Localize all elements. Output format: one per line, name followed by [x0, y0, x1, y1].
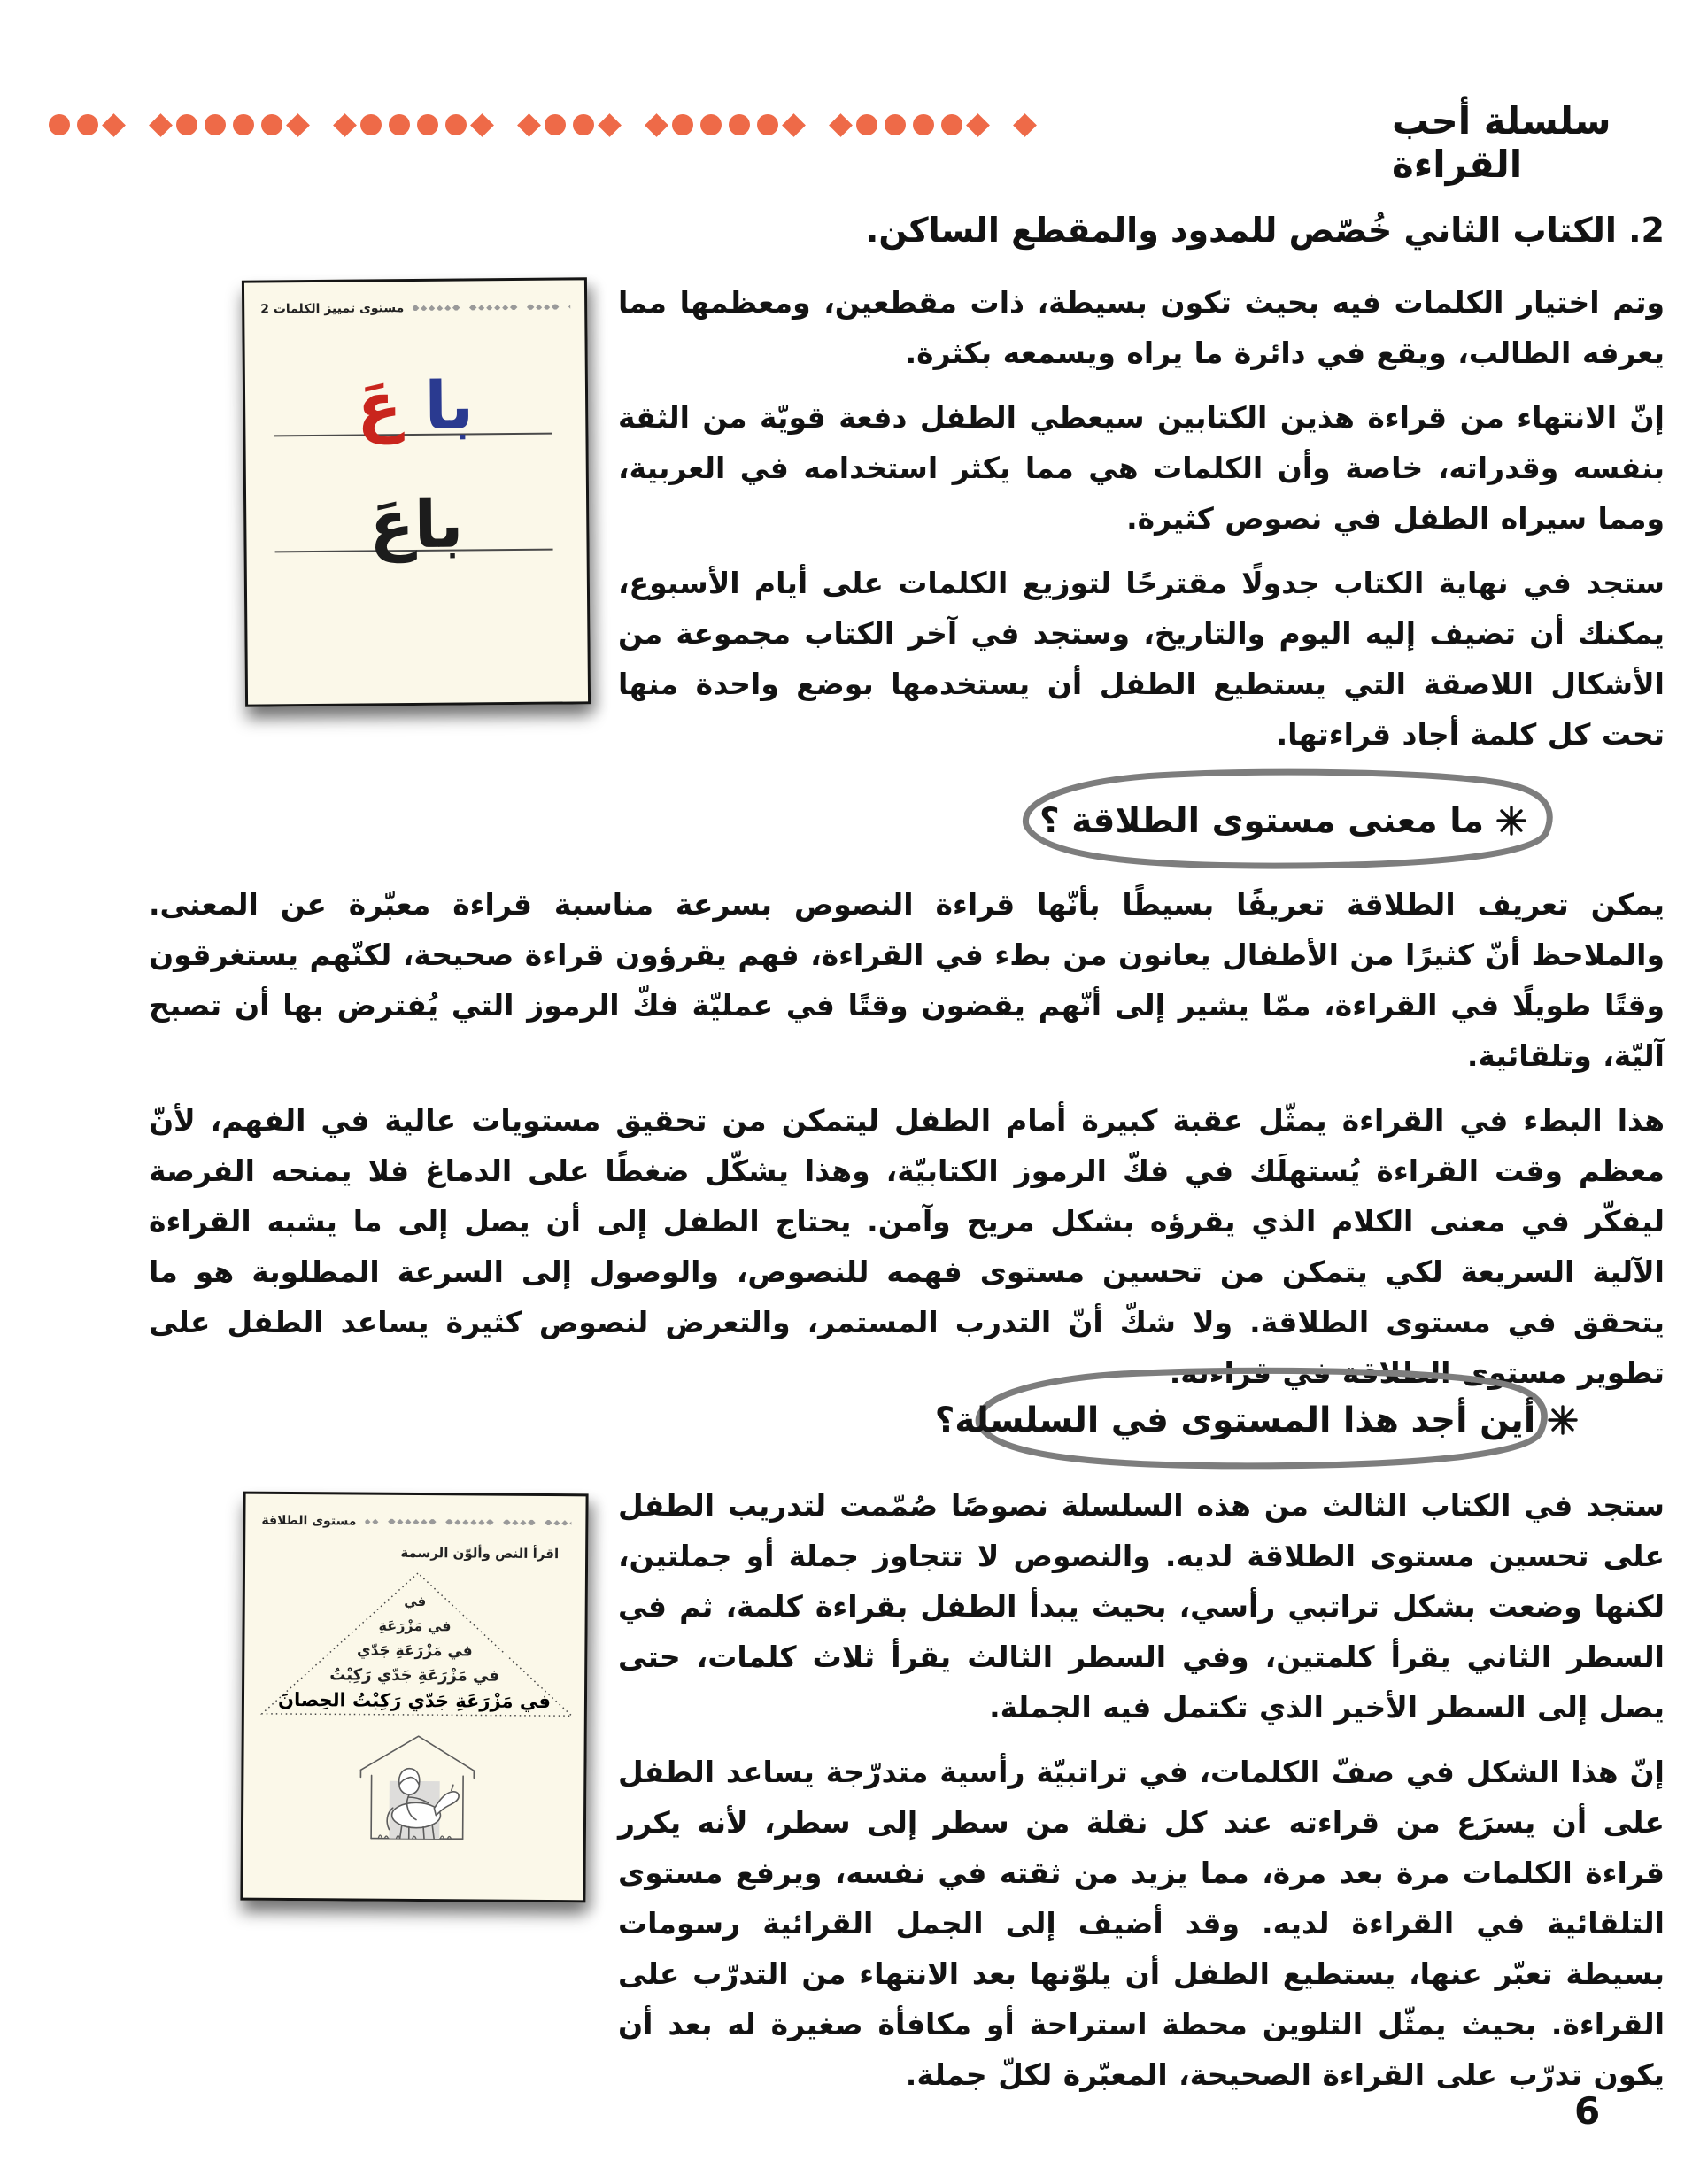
diamond-icon [545, 1519, 552, 1525]
dot-icon [494, 305, 500, 311]
diamond-icon [503, 1519, 510, 1526]
diamond-icon [552, 304, 559, 310]
dot-icon [462, 1519, 468, 1525]
figure2-instruction: اقرأ النص وألوّن الرسمة [400, 1544, 560, 1563]
dot-icon [470, 1519, 476, 1525]
dot-icon [569, 1520, 571, 1526]
dot-icon [445, 114, 467, 135]
paragraph: هذا البطء في القراءة يمثّل عقبة كبيرة أمام الطفل ليتمكن من تحقيق مستويات عالية في الفهم، لأنّ معظم وقت القراءة يُستهلَك في فكّ الرموز الكتابيّة، وهذا يشكّل ضغطًا على الدماغ فلا يمنحه الفرصة ليفكّر في معنى الكلام الذي يقرؤه بشكل مريح وآمن. يحتاج الطفل إلى أن يصل إلى ما يشبه القراءة الآلية السريعة لكي يتمكن من تحسين مستوى فهمه للنصوص، والوصول إلى السرعة المطلوبة هو ما يتحقق في مستوى الطلاقة. ولا شكّ أنّ التدرب المستمر، والتعرض لنصوص كثيرة يساعد الطفل على تطوير مستوى الطلاقة في قراءته. [149, 1103, 1665, 1390]
section-book3-description [618, 1480, 1665, 2114]
paragraph: ستجد في نهاية الكتاب جدولًا مقترحًا لتوزيع الكلمات على أيام الأسبوع، يمكنك أن تضيف إليه اليوم والتاريخ، وستجد في آخر الكتاب مجموعة من الأشكال اللاصقة التي يستطيع الطفل أن يستخدمها بوضع واحدة منها تحت كل كلمة أجاد قراءتها. [618, 566, 1665, 752]
diamond-icon [333, 113, 357, 137]
section-heading: 2. الكتاب الثاني خُصّص للمدود والمقطع الساكن. [865, 211, 1665, 250]
figure2-header [261, 1514, 571, 1530]
dot-icon [573, 114, 594, 135]
dot-icon [553, 1520, 560, 1526]
diamond-icon [388, 1519, 395, 1525]
diamond-icon [102, 113, 126, 137]
dot-icon [49, 114, 70, 135]
diamond-icon [645, 113, 668, 137]
dot-icon [502, 305, 508, 311]
dot-icon [478, 1519, 484, 1525]
pyramid-line: في مَزْرَعَةِ جَدّي رَكِبْتُ [329, 1665, 500, 1686]
paragraph: إنّ هذا الشكل في صفّ الكلمات، في تراتبيّة رأسية متدرّجة يساعد الطفل على أن يسرَع من قراءته عند كل نقلة من سطر إلى سطر، لأنه يكرر قراءة الكلمات مرة بعد مرة، مما يزيد من ثقته في نفسه، ويرفع مستوى التلقائية في القراءة لديه. وقد أضيف إلى الجمل القرائية رسومات بسيطة تعبّر عنها، يستطيع الطفل أن يلوّنها بعد الانتهاء من التدرّب على القراءة. بحيث يمثّل التلوين محطة استراحة أو مكافأة صغيرة له بعد أن يكون تدرّب على القراءة الصحيحة، المعبّرة لكلّ جملة. [618, 1755, 1665, 2092]
dot-icon [437, 305, 443, 311]
pyramid-line: في مَزْرَعَةِ [378, 1617, 452, 1635]
diamond-icon [829, 113, 853, 137]
diamond-icon [517, 113, 541, 137]
word-segmented [245, 367, 586, 445]
paragraph: يمكن تعريف الطلاقة تعريفًا بسيطًا بأنّها قراءة النصوص بسرعة مناسبة قراءة معبّرة عن المعنى. والملاحظ أنّ كثيرًا من الأطفال يعانون من بطء في القراءة، فهم يقرؤون قراءة صحيحة، لكنّهم يستغرقون وقتًا طويلًا في القراءة، ممّا يشير إلى أنّهم يقضون وقتًا في عمليّة فكّ الرموز التي يُفترض بها أن تصبح آليّة، وتلقائية. [149, 887, 1665, 1073]
dot-icon [536, 304, 542, 310]
dot-icon [544, 304, 550, 310]
paragraph: وتم اختيار الكلمات فيه بحيث تكون بسيطة، ذات مقطعين، ومعظمها مما يعرفه الطالب، ويقع في دائرة ما يراه ويسمعه بكثرة. [618, 285, 1665, 370]
dot-icon [941, 114, 962, 135]
diamond-icon [527, 304, 534, 311]
diamond-icon [413, 305, 419, 311]
figure1-dots-decoration [413, 304, 570, 311]
dot-icon [413, 1519, 419, 1525]
dot-icon [512, 1519, 518, 1525]
pyramid-line: في [404, 1593, 427, 1610]
asterisk-star-icon [1496, 806, 1526, 836]
fluency-question-bubble [1003, 763, 1563, 878]
text-pyramid [244, 1588, 585, 1715]
dot-icon [729, 114, 750, 135]
dot-icon [233, 114, 254, 135]
dot-icon [478, 305, 484, 311]
dot-icon [77, 114, 98, 135]
dot-icon [700, 114, 722, 135]
dot-icon [365, 1519, 370, 1525]
series-title: سلسلة أحب القراءة [1392, 99, 1611, 186]
dot-icon [261, 114, 282, 135]
dot-icon [757, 114, 778, 135]
dot-icon [486, 305, 492, 311]
word-part-blue: با [424, 367, 475, 444]
dot-icon [885, 114, 906, 135]
diamond-icon [510, 304, 517, 311]
book-page-figure-1 [242, 277, 591, 706]
dot-icon [421, 305, 427, 311]
dot-icon [856, 114, 877, 135]
figure2-dots-decoration [365, 1519, 571, 1526]
diamond-icon [966, 113, 990, 137]
dot-icon [545, 114, 566, 135]
dot-icon [389, 114, 410, 135]
diamond-icon [486, 1519, 493, 1526]
paragraph: إنّ الانتهاء من قراءة هذين الكتابين سيعطي الطفل دفعة قويّة من الثقة بنفسه وقدراته، خاصة وأن الكلمات هي مما يكثر استخدامه في العربية، ومما سيراه الطفل في نصوص كثيرة. [618, 400, 1665, 536]
diamond-icon [568, 304, 570, 310]
dot-icon [672, 114, 693, 135]
diamond-icon [429, 1519, 436, 1526]
diamond-icon [149, 113, 173, 137]
asterisk-star-icon [1548, 1405, 1578, 1435]
dot-icon [205, 114, 226, 135]
dot-icon [360, 114, 382, 135]
diamond-icon [528, 1519, 535, 1526]
diamond-icon [286, 113, 310, 137]
pyramid-line: في مَزْرَعَةِ جَدّي [356, 1641, 473, 1661]
diamond-icon [470, 113, 494, 137]
bubble-question-label: ما معنى مستوى الطلاقة ؟ [1039, 800, 1485, 841]
word-part-red: عَ [356, 368, 403, 445]
diamond-icon [598, 113, 622, 137]
diamond-icon [452, 304, 460, 311]
pyramid-line: في مَزْرَعَةِ جَدّي رَكِبْتُ الحِصانَ [277, 1688, 551, 1713]
figure1-header [260, 299, 570, 316]
diamond-icon [1013, 113, 1037, 137]
header-dots-decoration [49, 110, 1033, 140]
dot-icon [397, 1519, 403, 1525]
figure1-level-label: مستوى تمييز الكلمات 2 [260, 301, 405, 317]
dot-icon [444, 305, 451, 311]
dot-icon [421, 1519, 427, 1525]
dot-icon [520, 1519, 526, 1525]
book-page-figure-2 [240, 1492, 588, 1903]
dot-icon [429, 305, 435, 311]
diamond-icon [469, 304, 476, 311]
section-fluency-definition [149, 879, 1665, 1412]
section-book2-description [618, 205, 1665, 774]
series-location-bubble [934, 1362, 1558, 1478]
dot-icon [417, 114, 438, 135]
dot-icon [913, 114, 934, 135]
paragraph: ستجد في الكتاب الثالث من هذه السلسلة نصوصًا صُمّمت لتدريب الطفل على تحسين مستوى الطلاقة لديه. والنصوص لا تتجاوز جملة أو جملتين، لكنها وضعت بشكل تراتبي رأسي، بحيث يبدأ الطفل بقراءة كلمة، ثم في السطر الثاني يقرأ كلمتين، وفي السطر الثالث يقرأ ثلاث كلمات، حتى يصل إلى السطر الأخير الذي تكتمل فيه الجملة. [618, 1488, 1665, 1725]
dot-icon [372, 1519, 378, 1525]
word-joined: باعَ [368, 486, 464, 564]
dot-icon [176, 114, 197, 135]
dot-icon [454, 1519, 460, 1525]
page-number: 6 [1574, 2089, 1601, 2133]
dot-icon [405, 1519, 411, 1525]
figure2-level-label: مستوى الطلاقة [261, 1513, 357, 1529]
bubble-question-label: أين أجد هذا المستوى في السلسلة؟ [934, 1400, 1536, 1440]
diamond-icon [782, 113, 806, 137]
diamond-icon [445, 1519, 452, 1526]
dot-icon [561, 1520, 568, 1526]
house-horse-illustration [357, 1729, 479, 1847]
